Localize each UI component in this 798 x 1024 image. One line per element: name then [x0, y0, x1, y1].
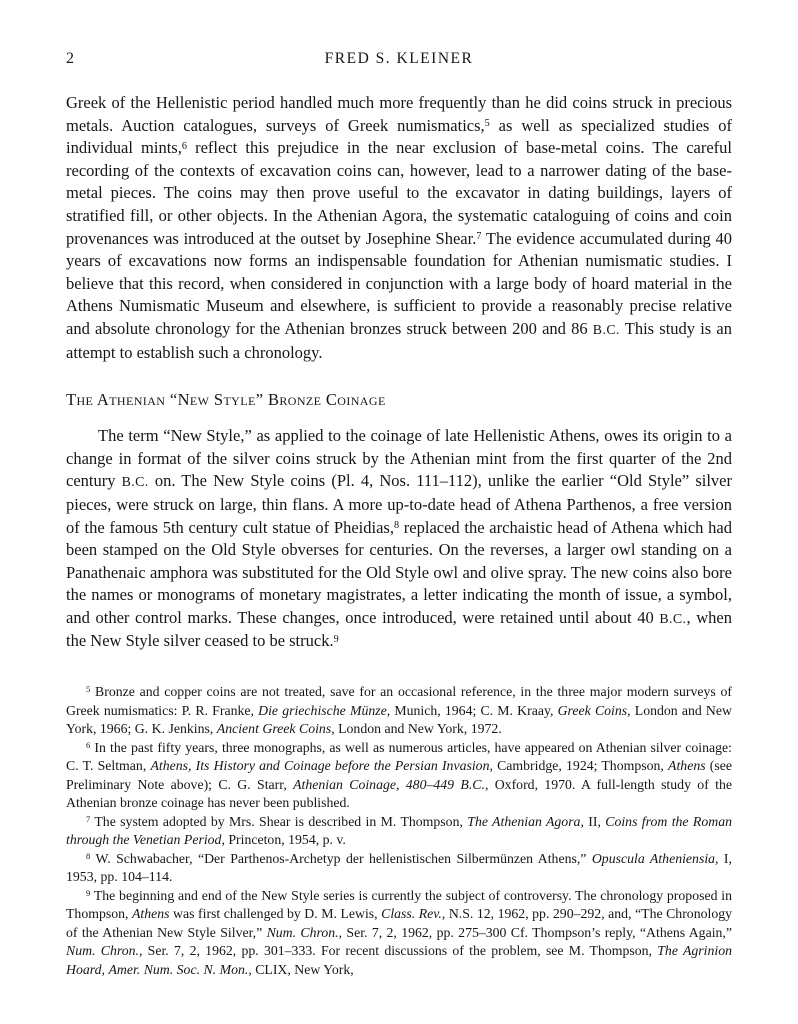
footnote-7: $^7$ The system adopted by Mrs. Shear is described in M. Thompson, The Athenian Agora, II, Coins from the Roman through the Venetian Period, Princeton, 1954, p. v.: [66, 813, 732, 848]
body-paragraph-2: The term “New Style,” as applied to the coinage of late Hellenistic Athens, owes its origin to a change in format of the silver coins struck by the Athenian mint from the first quarter of the 2nd century B.C. on. The New Style coins (Pl. 4, Nos. 111–112), unlike the earlier “Old Style” silver pieces, were struck on large, thin flans. A more up-to-date head of Athena Parthenos, a free version of the famous 5th century cult statue of Pheidias,$^8$ replaced the archaistic head of Athena which had been stamped on the Old Style obverses for centuries. On the reverses, a larger owl standing on a Panathenaic amphora was substituted for the Old Style owl and olive spray. The new coins also bore the names or monograms of monetary magistrates, a letter indicating the month of issue, a symbol, and other control marks. These changes, once introduced, were retained until about 40 B.C., when the New Style silver ceased to be struck.$^9$: [66, 426, 732, 651]
running-header: [66, 50, 732, 72]
running-head-title: FRED S. KLEINER: [324, 50, 474, 67]
footnote-6: $^6$ In the past fifty years, three monographs, as well as numerous articles, have appeared on Athenian silver coinage: C. T. Seltman, Athens, Its History and Coinage before the Persian Invasion, Cambridge, 1924; Thompson, Athens (see Preliminary Note above); C. G. Starr, Athenian Coinage, 480–449 B.C., Oxford, 1970. A full-length study of the Athenian bronze coinage has never been published.: [66, 739, 732, 811]
body-paragraph-1: Greek of the Hellenistic period handled much more frequently than he did coins struck in precious metals. Auction catalogues, surveys of Greek numismatics,$^5$ as well as specialized studies of individual mints,$^6$ reflect this prejudice in the near exclusion of base-metal coins. The careful recording of the contexts of excavation coins can, however, lead to a narrower dating of the base-metal pieces. The coins may then prove useful to the excavator in dating buildings, layers of stratified fill, or other objects. In the Athenian Agora, the systematic cataloguing of coins and coin provenances was introduced at the outset by Josephine Shear.$^7$ The evidence accumulated during 40 years of excavations now forms an indispensable foundation for Athenian numismatic studies. I believe that this record, when considered in conjunction with a large body of hoard material in the Athens Numismatic Museum and elsewhere, is sufficient to provide a reasonably precise relative and absolute chronology for the Athenian bronzes struck between 200 and 86 B.C. This study is an attempt to establish such a chronology.: [66, 93, 732, 362]
page-number: 2: [66, 50, 74, 67]
footnote-9: $^9$ The beginning and end of the New Style series is currently the subject of controversy. The chronology proposed in Thompson, Athens was first challenged by D. M. Lewis, Class. Rev., N.S. 12, 1962, pp. 290–292, and, “The Chronology of the Athenian New Style Silver,” Num. Chron., Ser. 7, 2, 1962, pp. 275–300 Cf. Thompson’s reply, “Athens Again,” Num. Chron., Ser. 7, 2, 1962, pp. 301–333. For recent discussions of the problem, see M. Thompson, The Agrinion Hoard, Amer. Num. Soc. N. Mon., CLIX, New York,: [66, 887, 733, 977]
footnote-5: $^5$ Bronze and copper coins are not treated, save for an occasional reference, in the three major modern surveys of Greek numismatics: P. R. Franke, Die griechische Münze, Munich, 1964; C. M. Kraay, Greek Coins, London and New York, 1966; G. K. Jenkins, Ancient Greek Coins, London and New York, 1972.: [66, 684, 732, 737]
footnotes-section: [66, 683, 732, 979]
footnote-8: $^8$ W. Schwabacher, “Der Parthenos-Archetyp der hellenistischen Silbermünzen Athens,” Opuscula Atheniensia, I, 1953, pp. 104–114.: [66, 850, 732, 885]
section-heading: The Athenian “New Style” Bronze Coinage: [66, 390, 386, 410]
page-body: [66, 92, 732, 979]
